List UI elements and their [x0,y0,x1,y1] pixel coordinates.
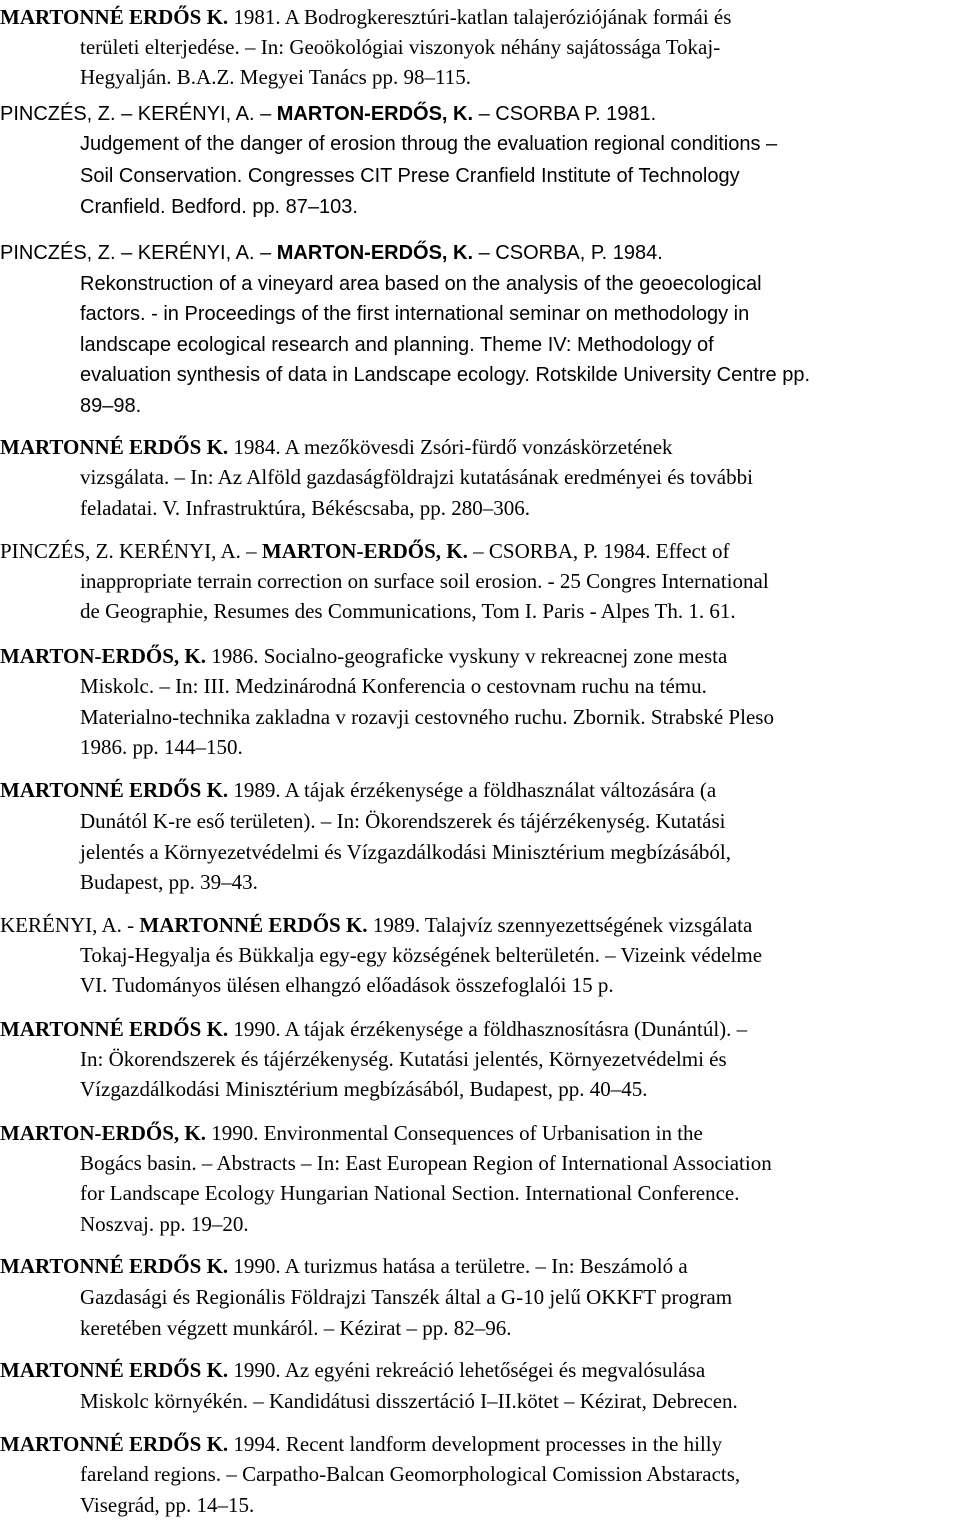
reference-line [0,1016,747,1042]
reference-line: keretében végzett munkáról. – Kézirat – pp. 82–96. [80,1316,512,1340]
reference-text: 1981. A Bodrogkeresztúri-katlan talajeróziójának formái és [228,5,732,29]
reference-author: MARTON-ERDŐS, K. [261,539,468,563]
reference-author: MARTON-ERDŐS, K. [276,103,474,125]
reference-line: Hegyalján. B.A.Z. Megyei Tanács pp. 98–115. [80,65,472,89]
reference-line: Miskolc környékén. – Kandidátusi disszertáció I–II.kötet – Kézirat, Debrecen. [80,1389,738,1413]
reference-line: vizsgálata. – In: Az Alföld gazdaságföldrajzi kutatásának eredményei és további [80,465,753,489]
reference-author: MARTONNÉ ERDŐS K. [0,435,229,459]
reference-text: – CSORBA P. 1981. [473,103,657,125]
reference-line: 89–98. [80,395,142,417]
reference-line [0,643,727,669]
reference-line: Tokaj-Hegyalja és Bükkalja egy-egy községének belterületén. – Vizeink védelme [80,943,763,967]
reference-line: Judgement of the danger of erosion throug the evaluation regional conditions – [80,133,778,155]
reference-line: Visegrád, pp. 14–15. [80,1493,255,1517]
reference-line: evaluation synthesis of data in Landscape ecology. Rotskilde University Centre pp. [80,364,811,386]
reference-line: for Landscape Ecology Hungarian National Section. International Conference. [80,1181,740,1205]
reference-line: Budapest, pp. 39–43. [80,870,258,894]
reference-line [0,240,663,266]
reference-line: 1986. pp. 144–150. [80,735,243,759]
reference-line: Miskolc. – In: III. Medzinárodná Konferencia o cestovnam ruchu na tému. [80,674,707,698]
reference-text: – CSORBA, P. 1984. Effect of [467,539,730,563]
reference-author: MARTONNÉ ERDŐS K. [0,5,229,29]
reference-line: inappropriate terrain correction on surface soil erosion. - 25 Congres International [80,569,769,593]
reference-author: MARTONNÉ ERDŐS K. [0,1017,229,1041]
reference-text: – CSORBA, P. 1984. [473,242,663,264]
reference-line [0,1431,722,1457]
reference-text: 1990. Az egyéni rekreáció lehetőségei és megvalósulása [228,1358,706,1382]
reference-line: Soil Conservation. Congresses CIT Prese Cranfield Institute of Technology [80,165,740,187]
reference-text: 1986. Socialno-geograficke vyskuny v rekreacnej zone mesta [205,644,728,668]
reference-line: In: Ökorendszerek és tájérzékenység. Kutatási jelentés, Környezetvédelmi és [80,1047,727,1071]
reference-line [0,4,731,30]
reference-line: factors. - in Proceedings of the first international seminar on methodology in [80,303,750,325]
reference-line: jelentés a Környezetvédelmi és Vízgazdálkodási Minisztérium megbízásából, [80,840,731,864]
reference-line: Bogács basin. – Abstracts – In: East European Region of International Association [80,1151,772,1175]
reference-author: MARTONNÉ ERDŐS K. [0,1432,229,1456]
reference-text: 1984. A mezőkövesdi Zsóri-fürdő vonzáskörzetének [228,435,673,459]
reference-line: Vízgazdálkodási Minisztérium megbízásából, Budapest, pp. 40–45. [80,1077,648,1101]
reference-line: Cranfield. Bedford. pp. 87–103. [80,196,358,218]
reference-line [0,777,716,803]
reference-text: 1989. A tájak érzékenysége a földhasználat változására (a [228,778,717,802]
reference-author: MARTON-ERDŐS, K. [0,644,206,668]
reference-coauthors: PINCZÉS, Z. – KERÉNYI, A. – [0,242,277,264]
reference-line [0,1120,703,1146]
reference-text: 1990. A tájak érzékenysége a földhasznosításra (Dunántúl). – [228,1017,748,1041]
reference-line: VI. Tudományos ülésen elhangzó előadások összefoglalói 15 p. [80,973,614,997]
reference-coauthors: KERÉNYI, A. - [0,913,140,937]
reference-author: MARTON-ERDŐS, K. [0,1121,206,1145]
reference-author: MARTON-ERDŐS, K. [276,242,474,264]
reference-line: területi elterjedése. – In: Geoökológiai viszonyok néhány sajátossága Tokaj- [80,35,721,59]
reference-line [0,1253,688,1279]
reference-line: fareland regions. – Carpatho-Balcan Geomorphological Comission Abstaracts, [80,1462,741,1486]
reference-line [0,538,729,564]
reference-line: Noszvaj. pp. 19–20. [80,1212,249,1236]
reference-line: feladatai. V. Infrastruktúra, Békéscsaba, pp. 280–306. [80,496,531,520]
reference-line [0,1357,705,1383]
reference-line [0,101,656,127]
reference-coauthors: PINCZÉS, Z. KERÉNYI, A. – [0,539,262,563]
reference-text: 1990. A turizmus hatása a területre. – In: Beszámoló a [228,1254,688,1278]
reference-line: de Geographie, Resumes des Communications, Tom I. Paris - Alpes Th. 1. 61. [80,599,736,623]
reference-line [0,434,673,460]
reference-line: landscape ecological research and planning. Theme IV: Methodology of [80,334,714,356]
reference-text: 1990. Environmental Consequences of Urbanisation in the [205,1121,703,1145]
reference-text: 1989. Talajvíz szennyezettségének vizsgálata [367,913,753,937]
reference-line: Dunától K-re eső területen). – In: Ökorendszerek és tájérzékenység. Kutatási [80,809,726,833]
reference-author: MARTONNÉ ERDŐS K. [0,1358,229,1382]
reference-author: MARTONNÉ ERDŐS K. [0,778,229,802]
reference-line: Gazdasági és Regionális Földrajzi Tanszék által a G-10 jelű OKKFT program [80,1285,733,1309]
reference-coauthors: PINCZÉS, Z. – KERÉNYI, A. – [0,103,277,125]
reference-line: Materialno-technika zakladna v rozavji cestovného ruchu. Zbornik. Strabské Pleso [80,705,774,729]
reference-text: 1994. Recent landform development processes in the hilly [228,1432,723,1456]
reference-author: MARTONNÉ ERDŐS K. [0,1254,229,1278]
reference-line [0,912,752,938]
reference-line: Rekonstruction of a vineyard area based on the analysis of the geoecological [80,273,762,295]
reference-author: MARTONNÉ ERDŐS K. [139,913,368,937]
